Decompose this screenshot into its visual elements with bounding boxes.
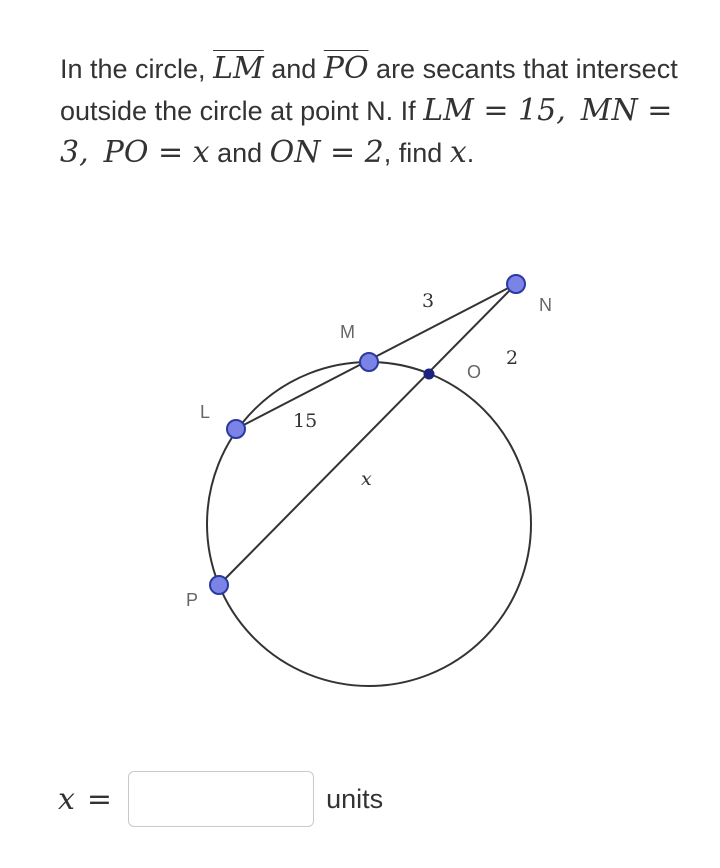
equation-lm: LM = 15,: [423, 93, 566, 128]
label-n: N: [539, 295, 552, 315]
point-p[interactable]: [210, 576, 228, 594]
label-on-length: 2: [506, 347, 519, 369]
answer-input[interactable]: [128, 771, 314, 827]
problem-text-3: are secants that intersect outside the circle at point N. If: [60, 54, 678, 126]
equation-po: PO = x: [103, 135, 210, 170]
label-o: O: [467, 362, 482, 382]
answer-units: units: [326, 783, 384, 814]
label-l: L: [200, 402, 211, 422]
answer-variable: x: [58, 781, 75, 817]
problem-text-5: , find: [383, 138, 450, 168]
segment-po-label: $\overline{PO}$: [323, 51, 369, 86]
secant-line-pn: [219, 284, 519, 585]
label-m: M: [340, 322, 355, 342]
label-mn-length: 3: [422, 290, 435, 312]
equation-mn: MN = 3,: [60, 93, 673, 170]
label-po-length: x: [361, 468, 372, 490]
label-lm-length: 15: [293, 410, 318, 432]
answer-equals: =: [86, 781, 113, 817]
problem-text-4: and: [209, 138, 270, 168]
equation-on: ON = 2: [269, 135, 384, 170]
label-p: P: [186, 590, 199, 610]
circle: [207, 362, 531, 686]
point-n[interactable]: [507, 275, 525, 293]
problem-text-2: and: [263, 54, 324, 84]
problem-text-1: In the circle,: [60, 54, 214, 84]
answer-row: [58, 768, 383, 830]
point-m[interactable]: [360, 353, 378, 371]
point-l[interactable]: [227, 420, 245, 438]
point-o[interactable]: [424, 369, 434, 379]
find-variable: x: [449, 135, 467, 170]
problem-text-6: .: [466, 138, 475, 168]
segment-lm-label: $\overline{LM}$: [213, 51, 264, 86]
